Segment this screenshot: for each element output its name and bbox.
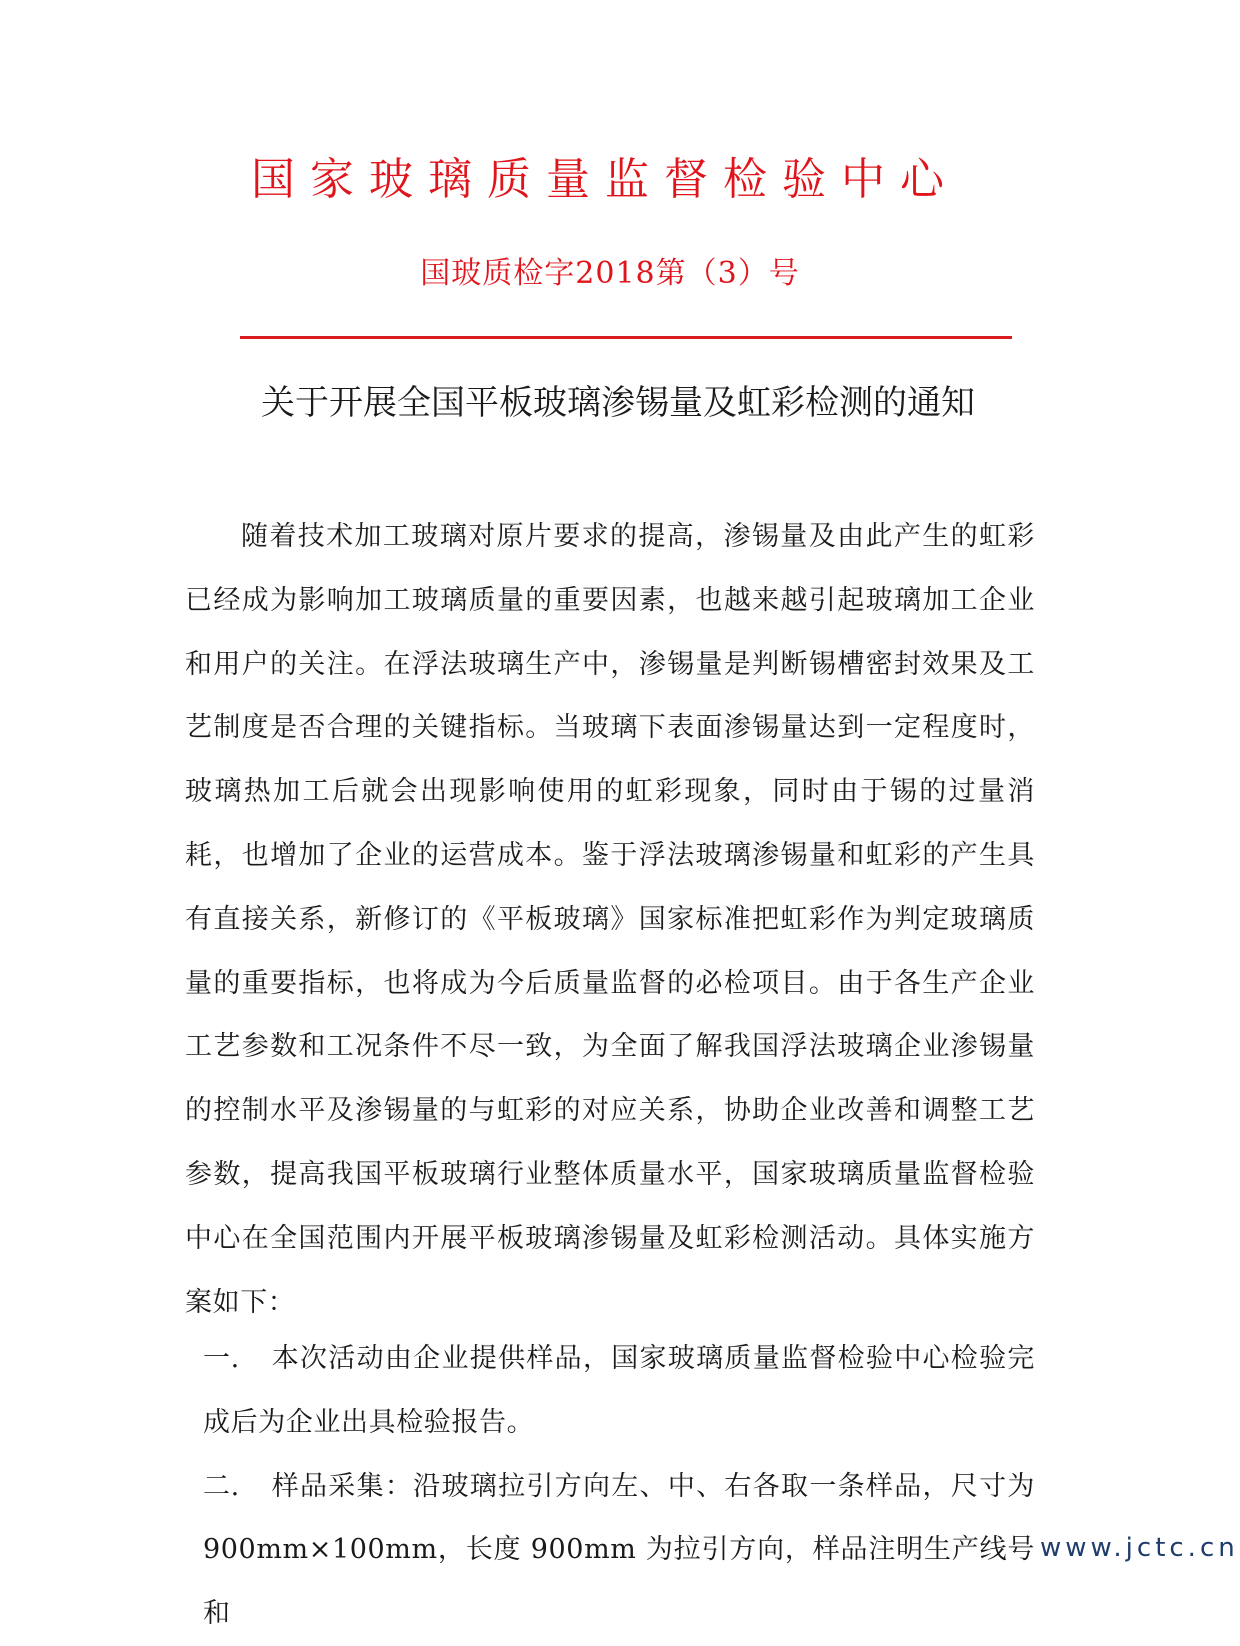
body-paragraph: 随着技术加工玻璃对原片要求的提高，渗锡量及由此产生的虹彩已经成为影响加工玻璃质量的重要因素，也越来越引起玻璃加工企业和用户的关注。在浮法玻璃生产中，渗锡量是判断锡槽密封效果及工艺制度是否合理的关键指标。当玻璃下表面渗锡量达到一定程度时，玻璃热加工后就会出现影响使用的虹彩现象，同时由于锡的过量消耗，也增加了企业的运营成本。鉴于浮法玻璃渗锡量和虹彩的产生具有直接关系，新修订的《平板玻璃》国家标准把虹彩作为判定玻璃质量的重要指标，也将成为今后质量监督的必检项目。由于各生产企业工艺参数和工况条件不尽一致，为全面了解我国浮法玻璃企业渗锡量的控制水平及渗锡量的与虹彩的对应关系，协助企业改善和调整工艺参数，提高我国平板玻璃行业整体质量水平，国家玻璃质量监督检验中心在全国范围内开展平板玻璃渗锡量及虹彩检测活动。具体实施方案如下： (185, 521, 1035, 1318)
list-item (203, 1327, 1035, 1455)
numbered-list (203, 1327, 1035, 1646)
list-marker: 二. (203, 1470, 240, 1502)
list-item-text: 本次活动由企业提供样品，国家玻璃质量监督检验中心检验完成后为企业出具检验报告。 (203, 1343, 1035, 1438)
list-item (203, 1455, 1035, 1646)
organization-title: 国家玻璃质量监督检验中心 (251, 154, 959, 205)
document-number: 国玻质检字2018第（3）号 (420, 256, 800, 291)
site-watermark: www.jctc.cn (1040, 1533, 1239, 1563)
list-marker: 一. (203, 1343, 240, 1374)
red-divider (240, 336, 1012, 339)
notice-title: 关于开展全国平板玻璃渗锡量及虹彩检测的通知 (261, 383, 975, 423)
list-item-text: 样品采集：沿玻璃拉引方向左、中、右各取一条样品，尺寸为900mm×100mm，长度 900mm 为拉引方向，样品注明生产线号和 (203, 1470, 1035, 1630)
body-text (185, 505, 1035, 1334)
